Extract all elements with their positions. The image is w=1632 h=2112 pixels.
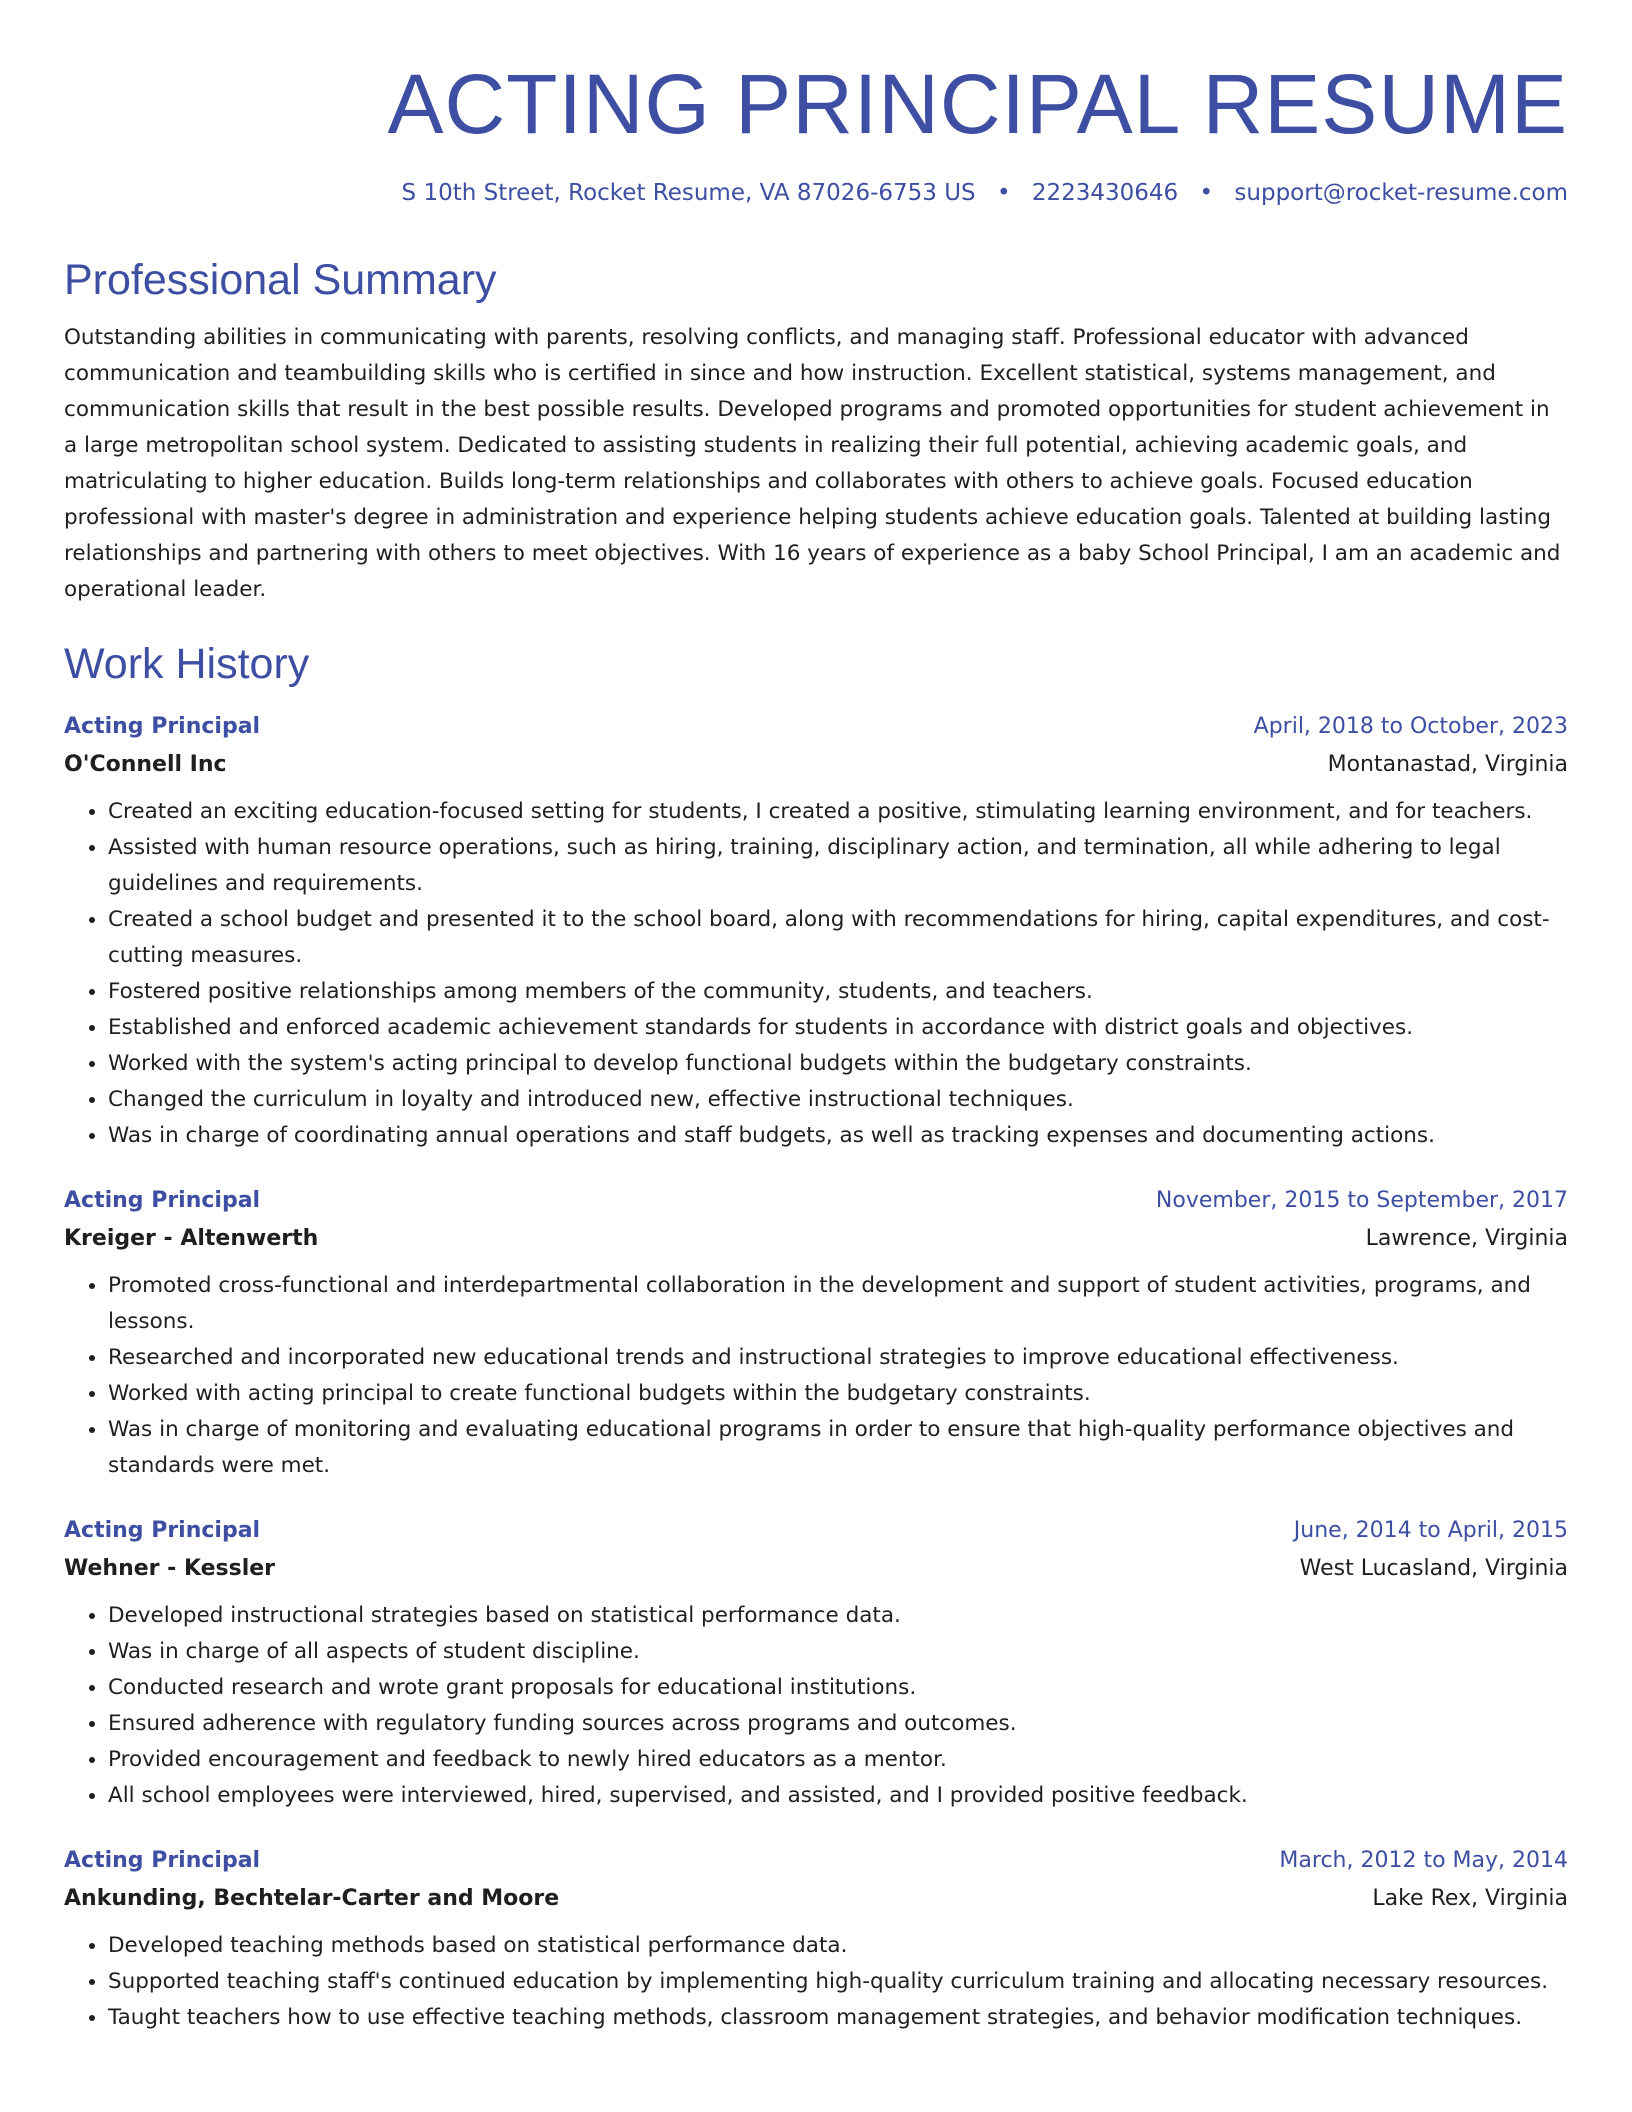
job-role: Acting Principal — [64, 1848, 261, 1873]
job-bullet: • Created an exciting education-focused setting for students, I created a positive, stimulating learning environment, and for teachers. — [108, 794, 1568, 830]
job-dates: November, 2015 to September, 2017 — [1155, 1188, 1568, 1213]
work-history-heading: Work History — [64, 640, 310, 688]
job-location: Montanastad, Virginia — [1327, 752, 1568, 777]
job-company: Wehner - Kessler — [64, 1556, 276, 1581]
job-bullet: • All school employees were interviewed, hired, supervised, and assisted, and I provided positive feedback. — [108, 1778, 1568, 1814]
job-bullet: • Worked with acting principal to create functional budgets within the budgetary constraints. — [108, 1376, 1568, 1412]
job-bullet: • Conducted research and wrote grant proposals for educational institutions. — [108, 1670, 1568, 1706]
job-bullet: • Taught teachers how to use effective teaching methods, classroom management strategies, and behavior modification techniques. — [108, 2000, 1568, 2036]
summary-heading: Professional Summary — [64, 256, 497, 304]
job-location: Lake Rex, Virginia — [1372, 1886, 1568, 1911]
job-bullets — [64, 794, 1568, 1154]
job-bullets — [64, 1598, 1568, 1814]
job-bullet: • Worked with the system's acting principal to develop functional budgets within the budgetary constraints. — [108, 1046, 1568, 1082]
job-location: West Lucasland, Virginia — [1299, 1556, 1568, 1581]
job-bullet: • Was in charge of monitoring and evaluating educational programs in order to ensure that high-quality performance objectives and standards were met. — [108, 1412, 1568, 1484]
job-bullet: • Was in charge of all aspects of student discipline. — [108, 1634, 1568, 1670]
contact-address: S 10th Street, Rocket Resume, VA 87026-6753 US — [401, 180, 976, 206]
contact-email: support@rocket-resume.com — [1234, 180, 1568, 206]
job-bullet: • Was in charge of coordinating annual operations and staff budgets, as well as tracking expenses and documenting actions. — [108, 1118, 1568, 1154]
contact-line — [64, 178, 1568, 208]
job-bullets — [64, 1928, 1568, 2036]
job-company-row — [64, 1220, 1568, 1258]
job-role: Acting Principal — [64, 1188, 261, 1213]
job-role: Acting Principal — [64, 1518, 261, 1543]
contact-separator: • — [996, 180, 1011, 206]
job-header-row — [64, 708, 1568, 746]
job-bullets — [64, 1268, 1568, 1484]
job-bullet: • Developed instructional strategies based on statistical performance data. — [108, 1598, 1568, 1634]
job-bullet: • Created a school budget and presented it to the school board, along with recommendations for hiring, capital expenditures, and cost-cutting measures. — [108, 902, 1568, 974]
job-bullet: • Changed the curriculum in loyalty and introduced new, effective instructional techniques. — [108, 1082, 1568, 1118]
job-dates: March, 2012 to May, 2014 — [1279, 1848, 1568, 1873]
contact-phone: 2223430646 — [1031, 180, 1179, 206]
job-entry — [64, 708, 1568, 1154]
job-header-row — [64, 1512, 1568, 1550]
job-company-row — [64, 1550, 1568, 1588]
job-bullet: • Supported teaching staff's continued education by implementing high-quality curriculum training and allocating necessary resources. — [108, 1964, 1568, 2000]
job-bullet: • Ensured adherence with regulatory funding sources across programs and outcomes. — [108, 1706, 1568, 1742]
job-company: O'Connell Inc — [64, 752, 227, 777]
job-entry — [64, 1842, 1568, 2036]
job-dates: April, 2018 to October, 2023 — [1253, 714, 1568, 739]
job-bullet: • Established and enforced academic achievement standards for students in accordance with district goals and objectives. — [108, 1010, 1568, 1046]
job-company-row — [64, 1880, 1568, 1918]
resume-page — [64, 0, 1568, 2036]
job-company: Ankunding, Bechtelar-Carter and Moore — [64, 1886, 560, 1911]
job-bullet: • Promoted cross-functional and interdepartmental collaboration in the development and support of student activities, programs, and lessons. — [108, 1268, 1568, 1340]
summary-text: Outstanding abilities in communicating with parents, resolving conflicts, and managing staff. Professional educator with advanced communication and teambuilding skills who is certified in since and how instruction. Excellent statistical, systems management, and communication skills that result in the best possible results. Developed programs and promoted opportunities for student achievement in a large metropolitan school system. Dedicated to assisting students in realizing their full potential, achieving academic goals, and matriculating to higher education. Builds long-term relationships and collaborates with others to achieve goals. Focused education professional with master's degree in administration and experience helping students achieve education goals. Talented at building lasting relationships and partnering with others to meet objectives. With 16 years of experience as a baby School Principal, I am an academic and operational leader. — [64, 325, 1561, 602]
job-company: Kreiger - Altenwerth — [64, 1226, 319, 1251]
resume-title: ACTING PRINCIPAL RESUME — [387, 57, 1568, 151]
job-header-row — [64, 1182, 1568, 1220]
job-company-row — [64, 746, 1568, 784]
job-bullet: • Researched and incorporated new educational trends and instructional strategies to improve educational effectiveness. — [108, 1340, 1568, 1376]
job-header-row — [64, 1842, 1568, 1880]
job-bullet: • Assisted with human resource operations, such as hiring, training, disciplinary action, and termination, all while adhering to legal guidelines and requirements. — [108, 830, 1568, 902]
contact-separator: • — [1199, 180, 1214, 206]
job-dates: June, 2014 to April, 2015 — [1293, 1518, 1568, 1543]
job-bullet: • Fostered positive relationships among members of the community, students, and teachers. — [108, 974, 1568, 1010]
job-entry — [64, 1512, 1568, 1814]
job-role: Acting Principal — [64, 714, 261, 739]
job-bullet: • Developed teaching methods based on statistical performance data. — [108, 1928, 1568, 1964]
job-bullet: • Provided encouragement and feedback to newly hired educators as a mentor. — [108, 1742, 1568, 1778]
job-entry — [64, 1182, 1568, 1484]
job-location: Lawrence, Virginia — [1365, 1226, 1568, 1251]
